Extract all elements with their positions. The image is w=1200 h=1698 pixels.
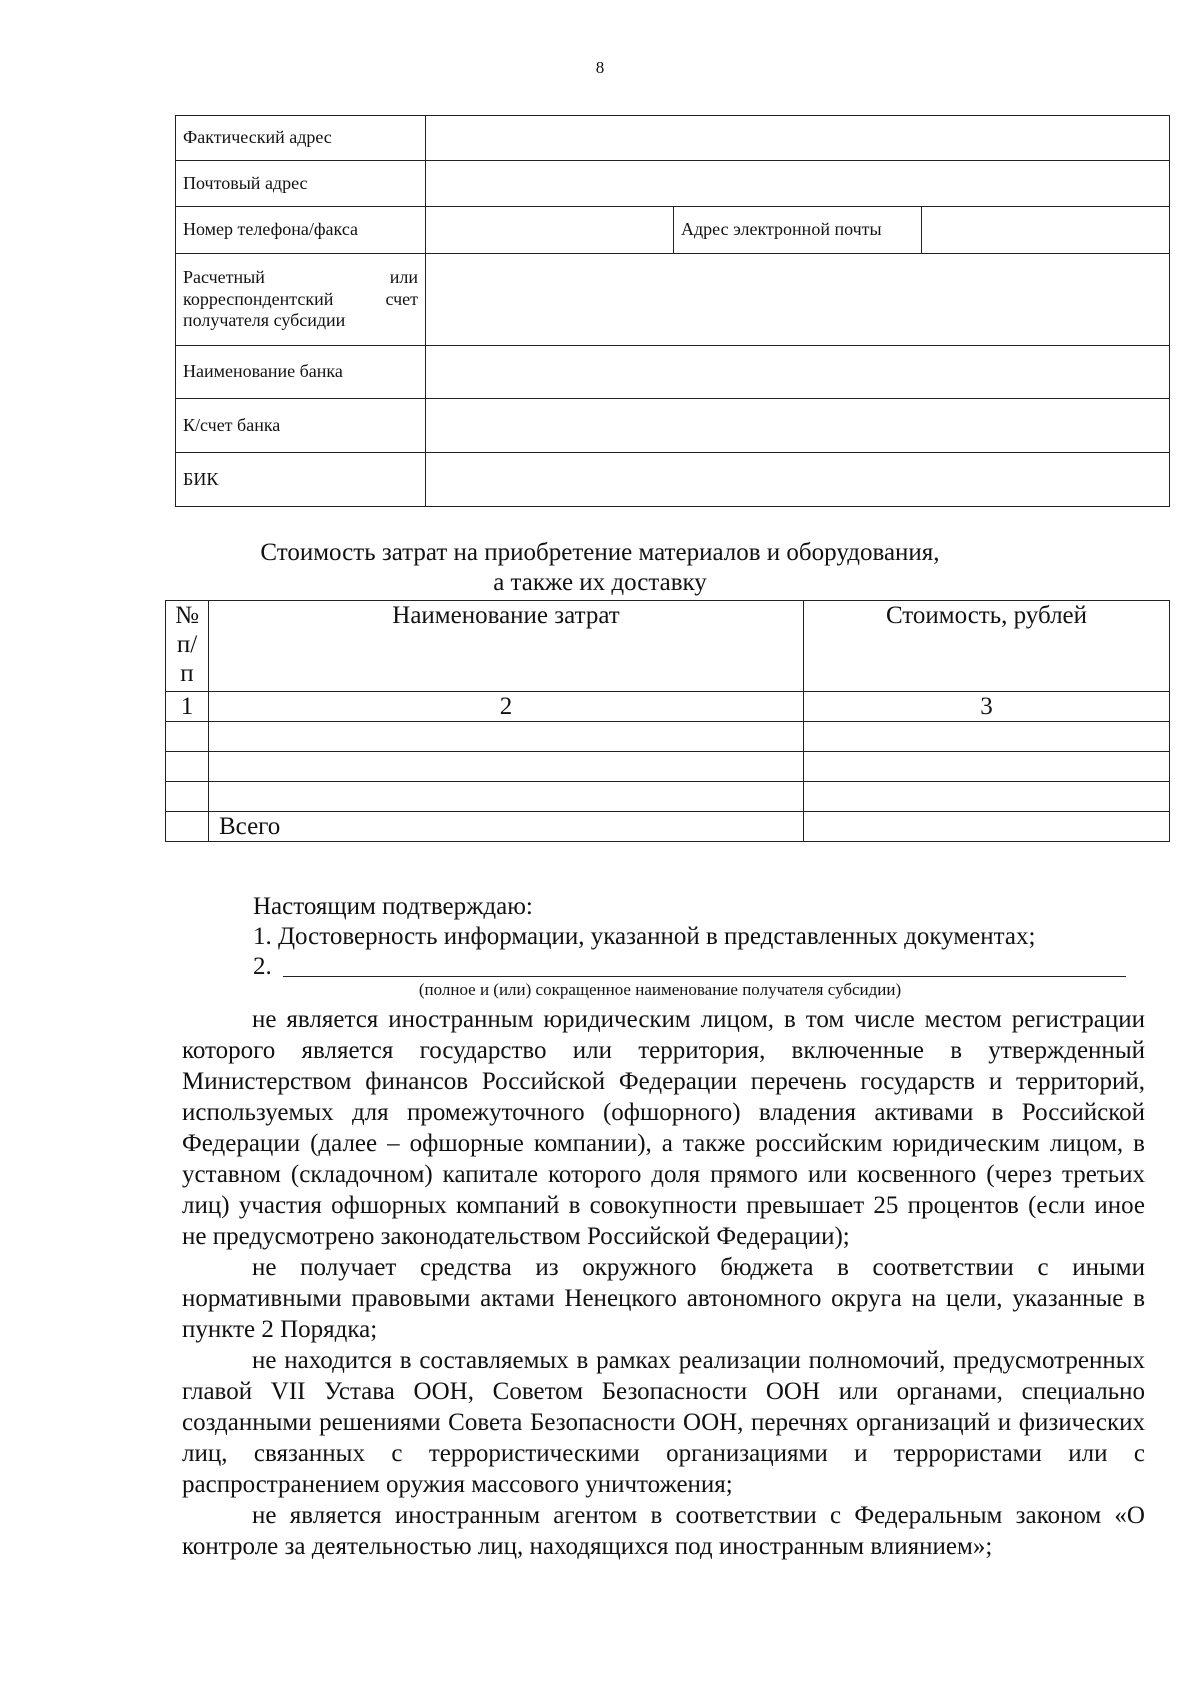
table-row [166,782,1170,812]
row-value-postal-address [426,161,1170,207]
row-value-account [426,254,1170,346]
row-value-corr-account [426,399,1170,453]
table-cell [804,782,1170,812]
table-row [176,254,1170,346]
table-row [176,116,1170,161]
table-cell [166,782,209,812]
recipient-name-caption: (полное и (или) сокращенное наименование получателя субсидии) [418,980,902,999]
paragraph-offshore: не является иностранным юридическим лицом, в том числе местом регистрации которого является государство или территория, включенные в утвержденный Министерством финансов Российской Федерации перечень государств и территорий, используемых для промежуточного (офшорного) владения активами в Российской Федерации (далее – офшорные компании), а также российским юридическим лицом, в уставном (складочном) капитале которого доля прямого или косвенного (через третьих лиц) участия офшорных компаний в совокупности превышает 25 процентов (если иное не предусмотрено законодательством Российской Федерации); [182,1006,1145,1250]
table-cell [166,722,209,752]
total-value [804,812,1170,842]
table-cell [166,752,209,782]
table-row [176,453,1170,507]
table-row [166,692,1170,722]
row-label-corr-account: К/счет банка [176,399,426,453]
header-number: № п/ п [166,601,209,692]
header-cost-name: Наименование затрат [209,601,804,692]
paragraph-un-lists: не находится в составляемых в рамках реализации полномочий, предусмотренных главой VII Устава ООН, Советом Безопасности ООН или органами, специально созданными решениями Совета Безопасности ООН, перечнях организаций и физических лиц, связанных с террористическими организациями и террористами или с распространением оружия массового уничтожения; [182,1347,1145,1498]
table-cell [804,722,1170,752]
row-label-postal-address: Почтовый адрес [176,161,426,207]
table-row [176,346,1170,399]
row-value-bik [426,453,1170,507]
confirmation-item-2-prefix: 2. [253,953,272,980]
page-number: 8 [595,58,605,77]
recipient-name-line [283,976,1126,977]
row-value-bank-name [426,346,1170,399]
confirmation-item-1: 1. Достоверность информации, указанной в представленных документах; [253,923,1036,950]
row-label-phone-fax: Номер телефона/факса [176,207,426,254]
row-label-email: Адрес электронной почты [674,207,922,254]
costs-title-line1: Стоимость затрат на приобретение материалов и оборудования, [260,539,940,566]
row-label-bik: БИК [176,453,426,507]
costs-title-line2: а также их доставку [493,569,707,596]
header-cost-amount: Стоимость, рублей [804,601,1170,692]
col-number-1: 1 [166,692,209,722]
costs-table [165,600,1170,842]
paragraph-budget: не получает средства из окружного бюджета в соответствии с иными нормативными правовыми актами Ненецкого автономного округа на цели, указанные в пункте 2 Порядка; [182,1254,1145,1343]
table-cell [209,752,804,782]
row-label-bank-name: Наименование банка [176,346,426,399]
table-cell [209,722,804,752]
table-cell [209,782,804,812]
col-number-2: 2 [209,692,804,722]
table-cell [166,812,209,842]
total-row [166,812,1170,842]
row-label-actual-address: Фактический адрес [176,116,426,161]
costs-table-title [0,538,1200,598]
total-label: Всего [209,812,804,842]
row-value-actual-address [426,116,1170,161]
table-row [166,752,1170,782]
paragraph-foreign-agent: не является иностранным агентом в соответствии с Федеральным законом «О контроле за деятельностью лиц, находящихся под иностранным влиянием»; [182,1502,1145,1560]
table-row [176,161,1170,207]
row-value-phone-fax [426,207,674,254]
row-label-account: Расчетный или корреспондентский счет получателя субсидии [176,254,426,346]
requisites-table [175,115,1170,507]
table-row [176,207,1170,254]
confirmation-body [182,1004,1145,1562]
table-row [166,722,1170,752]
table-row [176,399,1170,453]
col-number-3: 3 [804,692,1170,722]
table-cell [804,752,1170,782]
row-value-email [922,207,1170,254]
table-header-row [166,601,1170,692]
confirmation-intro: Настоящим подтверждаю: [253,893,533,920]
